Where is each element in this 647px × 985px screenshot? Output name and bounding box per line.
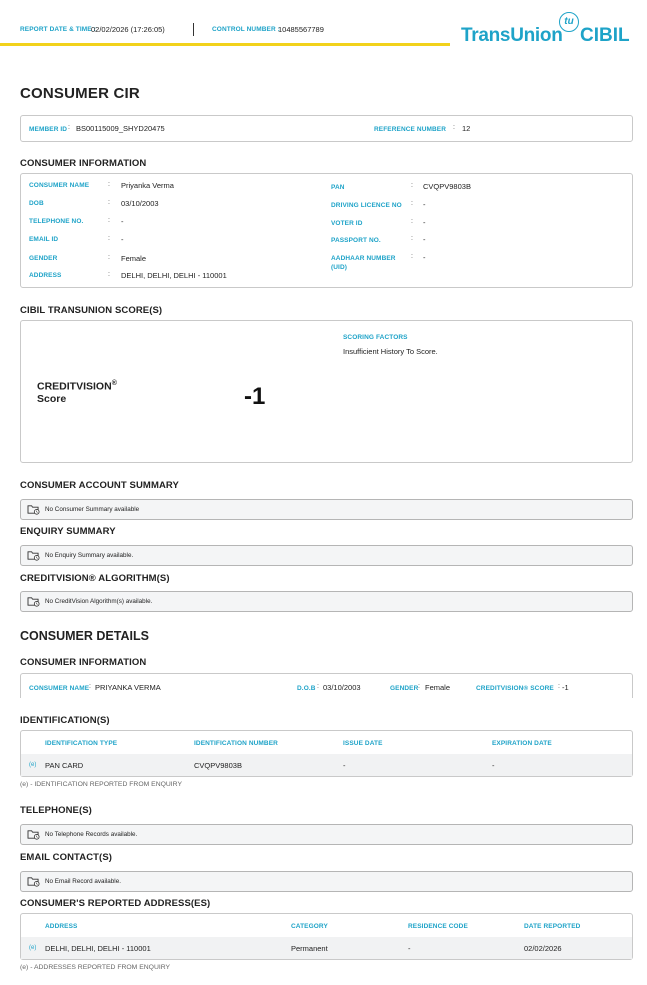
consumer-name-value: Priyanka Verma [121, 181, 174, 190]
logo-tu-mark: tu [559, 12, 579, 32]
address-label: ADDRESS [29, 272, 62, 279]
email-id-label: EMAIL ID [29, 236, 59, 243]
col-identification-type: IDENTIFICATION TYPE [45, 740, 118, 747]
telephone-notice [20, 824, 633, 845]
score-heading: CIBIL TRANSUNION SCORE(S) [20, 305, 163, 316]
driving-licence-value: - [423, 200, 426, 209]
aadhaar-label-uid: (UID) [331, 264, 348, 271]
member-id-value: BS00115009_SHYD20475 [76, 124, 165, 133]
addresses-table [20, 913, 633, 960]
gender-value: Female [121, 254, 147, 263]
aadhaar-value: - [423, 253, 426, 262]
algorithm-notice [20, 591, 633, 612]
aadhaar-label: AADHAAR NUMBER [331, 255, 396, 262]
header-divider [193, 23, 194, 36]
control-number-value: 10485567789 [278, 25, 324, 34]
account-summary-note: No Consumer Summary available [45, 506, 140, 513]
dob-label: DOB [29, 200, 44, 207]
creditvision-label: CREDITVISION [37, 380, 112, 393]
registered-mark: ® [111, 380, 117, 387]
details-gender-label: GENDER [390, 685, 419, 692]
consumer-information-box: CONSUMER NAME : Priyanka Verma DOB : 03/10/2003 TELEPHONE NO. : - EMAIL ID : - GENDER : Female ADDRESS : DELHI, DELHI, DELHI - 110001 PAN : CVQPV9803B DRIVING LICENCE NO : - VOTER ID : - PASSPORT NO. : - AADHAAR NUMBER (UID) : - [20, 173, 633, 288]
details-info-heading: CONSUMER INFORMATION [20, 657, 147, 668]
details-score-value: -1 [562, 683, 569, 692]
id-number-cell: CVQPV9803B [194, 761, 242, 770]
enquiry-summary-notice [20, 545, 633, 566]
addresses-footnote: (e) - ADDRESSES REPORTED FROM ENQUIRY [20, 964, 171, 971]
control-number-label: CONTROL NUMBER : [212, 26, 280, 33]
details-score-label: CREDITVISION® SCORE [476, 685, 554, 692]
folder-clock-icon [27, 829, 40, 840]
enquiry-summary-heading: ENQUIRY SUMMARY [20, 526, 116, 537]
report-date-label: REPORT DATE & TIME : [20, 26, 96, 33]
address-cell: DELHI, DELHI, DELHI - 110001 [45, 944, 151, 953]
issue-date-cell: - [343, 761, 346, 770]
reference-number-label: REFERENCE NUMBER [374, 126, 447, 133]
pan-label: PAN [331, 184, 345, 191]
driving-licence-label: DRIVING LICENCE NO [331, 202, 402, 209]
passport-label: PASSPORT NO. [331, 237, 381, 244]
email-note: No Email Record available. [45, 878, 121, 885]
report-date-value: 02/02/2026 (17:26:05) [91, 25, 165, 34]
score-box [20, 320, 633, 463]
logo-cibil-text: CIBIL [580, 25, 630, 46]
folder-clock-icon [27, 550, 40, 561]
addresses-heading: CONSUMER'S REPORTED ADDRESS(ES) [20, 898, 211, 909]
telephone-value: - [121, 217, 124, 226]
creditvision-score-name [37, 378, 117, 405]
table-row [21, 937, 632, 959]
col-residence-code: RESIDENCE CODE [408, 923, 468, 930]
voter-id-value: - [423, 218, 426, 227]
enquiry-marker: (e) [29, 762, 37, 768]
identification-header-row [21, 731, 632, 753]
details-dob-label: D.O.B [297, 685, 316, 692]
residence-code-cell: - [408, 944, 411, 953]
email-heading: EMAIL CONTACT(S) [20, 852, 113, 863]
details-name-value: PRIYANKA VERMA [95, 683, 161, 692]
category-cell: Permanent [291, 944, 328, 953]
col-issue-date: ISSUE DATE [343, 740, 383, 747]
dob-value: 03/10/2003 [121, 199, 159, 208]
id-type-cell: PAN CARD [45, 761, 84, 770]
identification-footnote: (e) - IDENTIFICATION REPORTED FROM ENQUIRY [20, 781, 182, 788]
transunion-cibil-logo [461, 12, 637, 48]
details-info-box: CONSUMER NAME : PRIYANKA VERMA D.O.B : 03/10/2003 GENDER : Female CREDITVISION® SCORE : -1 [20, 673, 633, 698]
email-notice [20, 871, 633, 892]
date-reported-cell: 02/02/2026 [524, 944, 562, 953]
passport-value: - [423, 235, 426, 244]
col-expiration-date: EXPIRATION DATE [492, 740, 552, 747]
expiration-date-cell: - [492, 761, 495, 770]
details-gender-value: Female [425, 683, 451, 692]
voter-id-label: VOTER ID [331, 220, 363, 227]
address-value: DELHI, DELHI, DELHI - 110001 [121, 271, 227, 280]
telephone-note: No Telephone Records available. [45, 831, 138, 838]
logo-transunion-text: TransUnion [461, 25, 563, 46]
telephone-label: TELEPHONE NO. [29, 218, 84, 225]
scoring-factors-value: Insufficient History To Score. [343, 347, 438, 356]
col-identification-number: IDENTIFICATION NUMBER [194, 740, 278, 747]
enquiry-summary-note: No Enquiry Summary available. [45, 552, 134, 559]
identification-heading: IDENTIFICATION(S) [20, 715, 110, 726]
folder-clock-icon [27, 504, 40, 515]
col-address: ADDRESS [45, 923, 78, 930]
score-value: -1 [244, 383, 266, 410]
algorithm-heading: CREDITVISION® ALGORITHM(S) [20, 573, 170, 584]
member-id-label: MEMBER ID [29, 126, 68, 133]
page-title: CONSUMER CIR [20, 85, 140, 102]
scoring-factors-label: SCORING FACTORS [343, 334, 408, 341]
folder-clock-icon [27, 596, 40, 607]
col-date-reported: DATE REPORTED [524, 923, 581, 930]
algorithm-note: No CreditVision Algorithm(s) available. [45, 598, 153, 605]
account-summary-notice [20, 499, 633, 520]
details-dob-value: 03/10/2003 [323, 683, 361, 692]
consumer-details-title: CONSUMER DETAILS [20, 629, 149, 643]
telephone-heading: TELEPHONE(S) [20, 805, 92, 816]
gender-label: GENDER [29, 255, 58, 262]
member-info-box: MEMBER ID : BS00115009_SHYD20475 REFERENCE NUMBER : 12 [20, 115, 633, 142]
folder-clock-icon [27, 876, 40, 887]
consumer-information-heading: CONSUMER INFORMATION [20, 158, 147, 169]
account-summary-heading: CONSUMER ACCOUNT SUMMARY [20, 480, 179, 491]
reference-number-value: 12 [462, 124, 471, 133]
pan-value: CVQPV9803B [423, 182, 471, 191]
table-row [21, 754, 632, 776]
col-category: CATEGORY [291, 923, 328, 930]
addresses-header-row [21, 914, 632, 936]
header-yellow-rule [0, 43, 450, 46]
score-word-label: Score [37, 392, 67, 405]
details-name-label: CONSUMER NAME [29, 685, 90, 692]
email-id-value: - [121, 235, 124, 244]
identification-table [20, 730, 633, 777]
consumer-name-label: CONSUMER NAME [29, 182, 90, 189]
enquiry-marker: (e) [29, 945, 37, 951]
